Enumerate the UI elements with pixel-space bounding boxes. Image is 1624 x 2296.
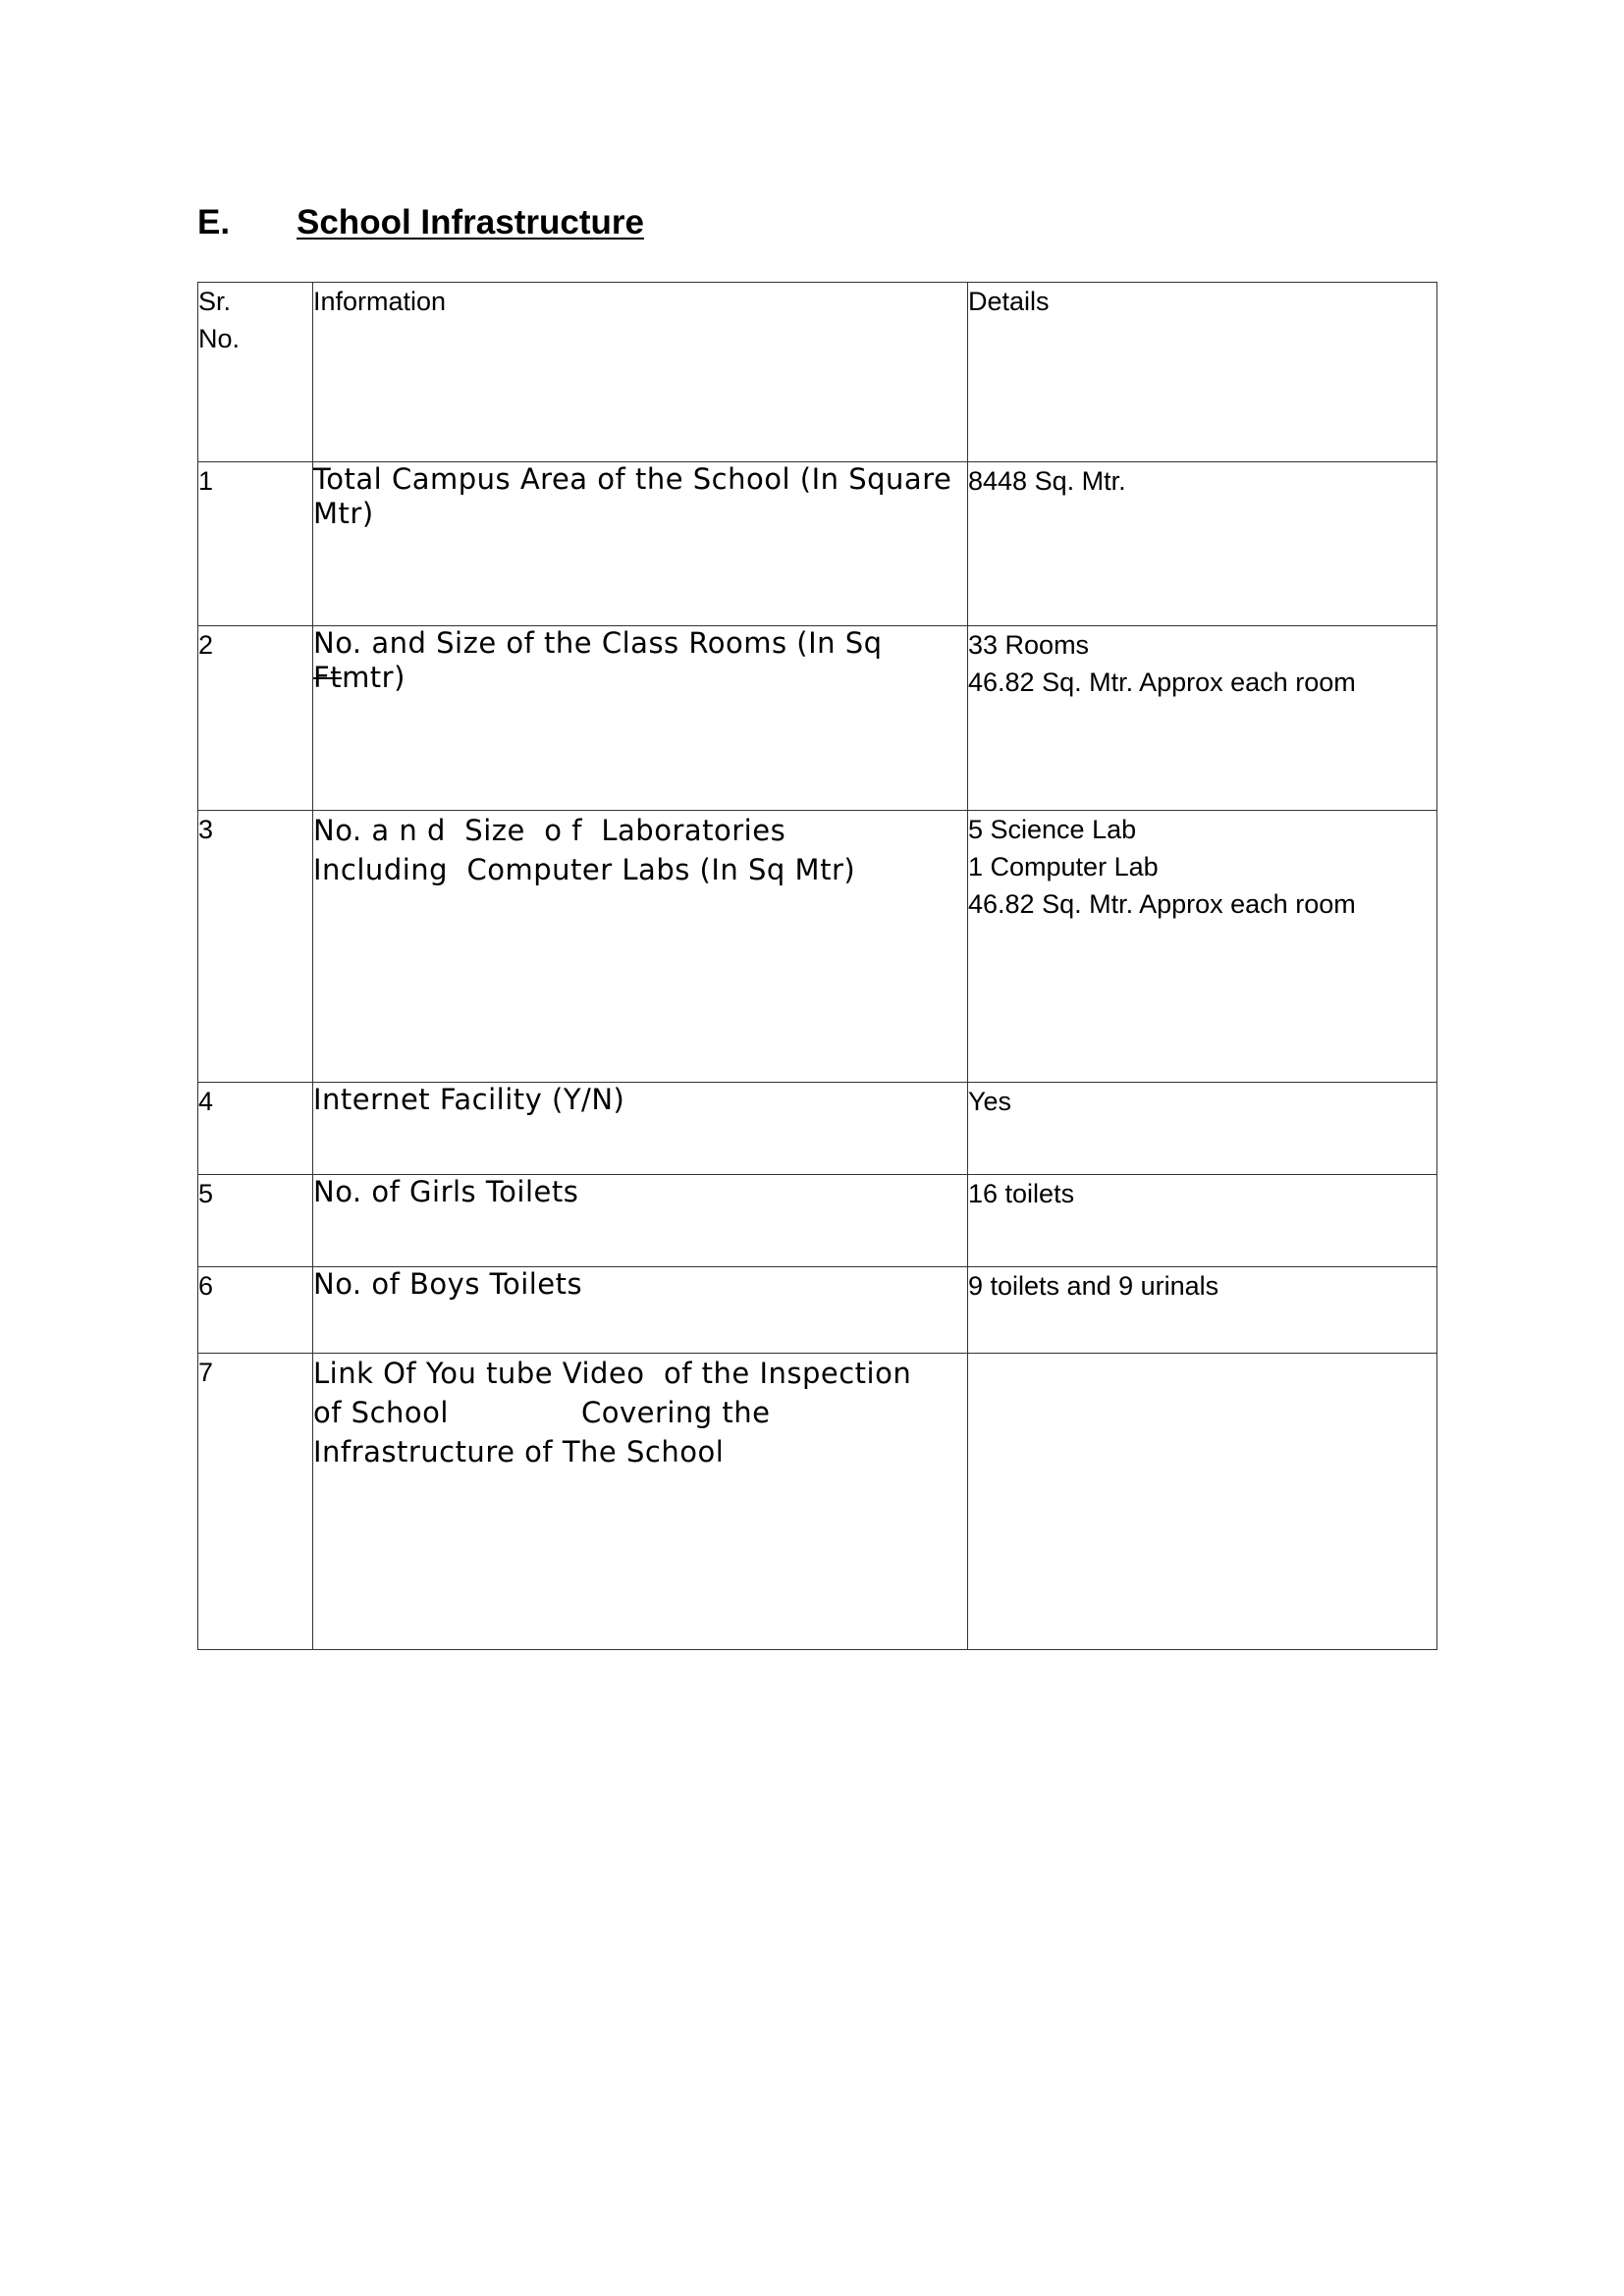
row-details: 33 Rooms 46.82 Sq. Mtr. Approx each room — [968, 626, 1437, 811]
table-row — [198, 1083, 1437, 1175]
row-details: 16 toilets — [968, 1175, 1437, 1267]
row-details: 9 toilets and 9 urinals — [968, 1267, 1437, 1354]
row-information: No. and Size of the Class Rooms (In Sq Ftmtr) — [313, 626, 968, 811]
table-row — [198, 1175, 1437, 1267]
row-information: Internet Facility (Y/N) — [313, 1083, 968, 1175]
row-details: 5 Science Lab 1 Computer Lab 46.82 Sq. Mtr. Approx each room — [968, 811, 1437, 1083]
section-title: School Infrastructure — [297, 203, 644, 241]
row-details: Yes — [968, 1083, 1437, 1175]
table-row — [198, 462, 1437, 626]
row-information: Total Campus Area of the School (In Square Mtr) — [313, 462, 968, 626]
row-sr-no: 5 — [198, 1175, 313, 1267]
table-row — [198, 1267, 1437, 1354]
row-sr-no: 4 — [198, 1083, 313, 1175]
struck-text: Ft — [313, 661, 343, 694]
section-heading — [197, 201, 644, 244]
infrastructure-table — [197, 282, 1437, 1650]
header-details: Details — [968, 283, 1437, 462]
row-sr-no: 1 — [198, 462, 313, 626]
row-sr-no: 3 — [198, 811, 313, 1083]
section-letter: E. — [197, 203, 231, 241]
row-sr-no: 7 — [198, 1354, 313, 1650]
row-details: 8448 Sq. Mtr. — [968, 462, 1437, 626]
table-row — [198, 811, 1437, 1083]
row-information: No. a n d Size o f Laboratories Including Computer Labs (In Sq Mtr) — [313, 811, 968, 1083]
table-row — [198, 626, 1437, 811]
table-row — [198, 1354, 1437, 1650]
row-information: No. of Boys Toilets — [313, 1267, 968, 1354]
row-sr-no: 2 — [198, 626, 313, 811]
row-sr-no: 6 — [198, 1267, 313, 1354]
row-information: Link Of You tube Video of the Inspection of School Covering the Infrastructure of The School — [313, 1354, 968, 1650]
row-details-empty — [968, 1354, 1437, 1650]
header-sr-no: Sr. No. — [198, 283, 313, 462]
table-header-row — [198, 283, 1437, 462]
header-information: Information — [313, 283, 968, 462]
row-information: No. of Girls Toilets — [313, 1175, 968, 1267]
